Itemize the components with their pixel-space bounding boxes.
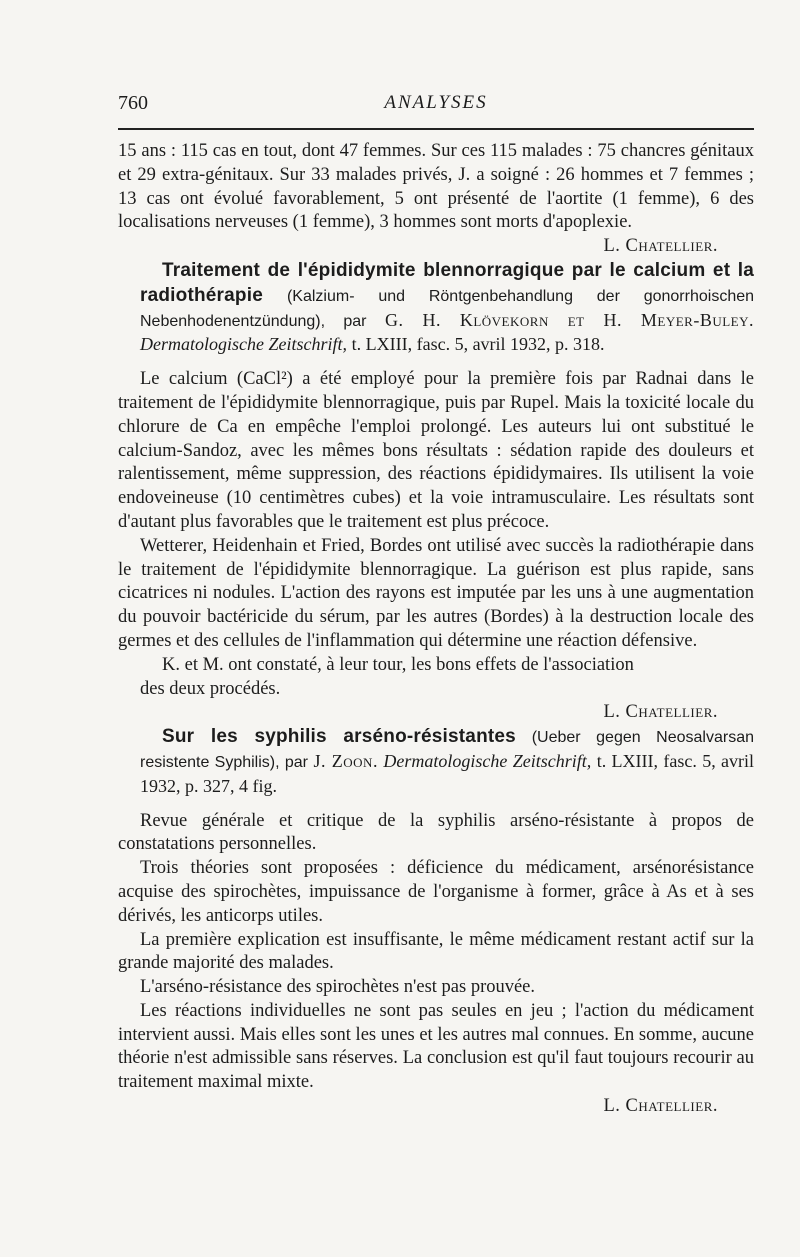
- signature-text: L. Chatellier.: [603, 702, 718, 723]
- article2-journal: Dermatologische Zeitschrift,: [383, 750, 592, 771]
- article1-last-line: [118, 654, 754, 702]
- running-title: ANALYSES: [384, 92, 488, 113]
- article1-paragraph-1: Le calcium (CaCl²) a été employé pour la première fois par Radnai dans le traitement de l'épididymite blennorragique, puis par Rupel. Mais la toxicité locale du chlorure de Ca en empêche l'emploi prolongé. Les auteurs lui ont substitué le calcium-Sandoz, avec les mêmes bons résultats : sédation rapide des douleurs et ralentissement, même suppression, des réactions épididymaires. Ils utilisent la voie endoveineuse (10 centimètres cubes) et la voie intramusculaire. Les résultats sont d'autant plus favorables que le traitement est plus précoce.: [118, 369, 754, 532]
- article2-title: [118, 725, 754, 799]
- article2-paragraph-1: Revue générale et critique de la syphilis arséno-résistante à propos de constatations personnelles.: [118, 810, 754, 855]
- header-rule: [118, 128, 754, 130]
- article2-paragraph-3: La première explication est insuffisante, le même médicament restant actif sur la grande majorité des malades.: [118, 929, 754, 974]
- signature-text: L. Chatellier.: [603, 1096, 718, 1117]
- article1-title: [118, 259, 754, 358]
- article1-authors: G. H. Klövekorn et H. Meyer-Buley.: [385, 309, 754, 330]
- article2-authors: J. Zoon.: [313, 750, 378, 771]
- article2-title-sub: (Ueber gegen Neosalvarsan resistente Syphilis), par: [140, 729, 755, 771]
- page-content: [118, 140, 754, 1119]
- article1-signature: [118, 701, 718, 725]
- article1-paragraph-3: K. et M. ont constaté, à leur tour, les bons effets de l'association des deux procédés.: [140, 654, 634, 699]
- article1-paragraph-2: Wetterer, Heidenhain et Fried, Bordes ont utilisé avec succès la radiothérapie dans le traitement de l'épididymite blennorragique. La guérison est plus rapide, sans cicatrices ni nodules. L'action des rayons est imputée par les uns à une augmentation du pouvoir bactéricide du sérum, par les autres (Bordes) à la destruction locale des germes et des cellules de l'inflammation qui détermine une réaction défensive.: [118, 535, 754, 651]
- article2-paragraph-5: Les réactions individuelles ne sont pas seules en jeu ; l'action du médicament intervient aussi. Mais elles sont les unes et les autres mal connues. En somme, aucune théorie n'est admissible sans réserves. La conclusion est qu'il faut toujours recourir au traitement maximal mixte.: [118, 1000, 754, 1093]
- article1-title-sub: (Kalzium- und Röntgenbehandlung der gonorrhoischen Nebenhodenentzündung), par: [140, 287, 755, 330]
- article1-citation: t. LXIII, fasc. 5, avril 1932, p. 318.: [351, 334, 605, 355]
- article2-paragraph-4: L'arséno-résistance des spirochètes n'est pas prouvée.: [140, 977, 536, 998]
- page-header: [118, 92, 754, 122]
- article1-title-main: Traitement de l'épididymite blennorragique par le calcium et la radiothérapie: [140, 259, 754, 306]
- signature-text: L. Chatellier.: [603, 236, 718, 257]
- article2-paragraph-2: Trois théories sont proposées : déficience du médicament, arsénorésistance acquise des spirochètes, impuissance de l'organisme à former, grâce à As et à ses dérivés, les anticorps utiles.: [118, 858, 754, 926]
- article2-title-main: Sur les syphilis arséno-résistantes: [162, 726, 516, 748]
- intro-paragraph: 15 ans : 115 cas en tout, dont 47 femmes. Sur ces 115 malades : 75 chancres génitaux et 29 extra-génitaux. Sur 33 malades privés, J. a soigné : 26 hommes et 7 femmes ; 13 cas ont évolué favorablement, 5 ont présenté de l'aortite (1 femme), 6 des localisations nerveuses (1 femme), 3 hommes sont morts d'apoplexie.: [118, 141, 754, 233]
- article1-journal: Dermatologische Zeitschrift,: [140, 334, 347, 355]
- page-number: 760: [118, 92, 148, 114]
- intro-signature: [118, 235, 718, 259]
- article2-signature: [118, 1095, 718, 1119]
- article2-citation: t. LXIII, fasc. 5, avril 1932, p. 327, 4 fig.: [140, 750, 755, 796]
